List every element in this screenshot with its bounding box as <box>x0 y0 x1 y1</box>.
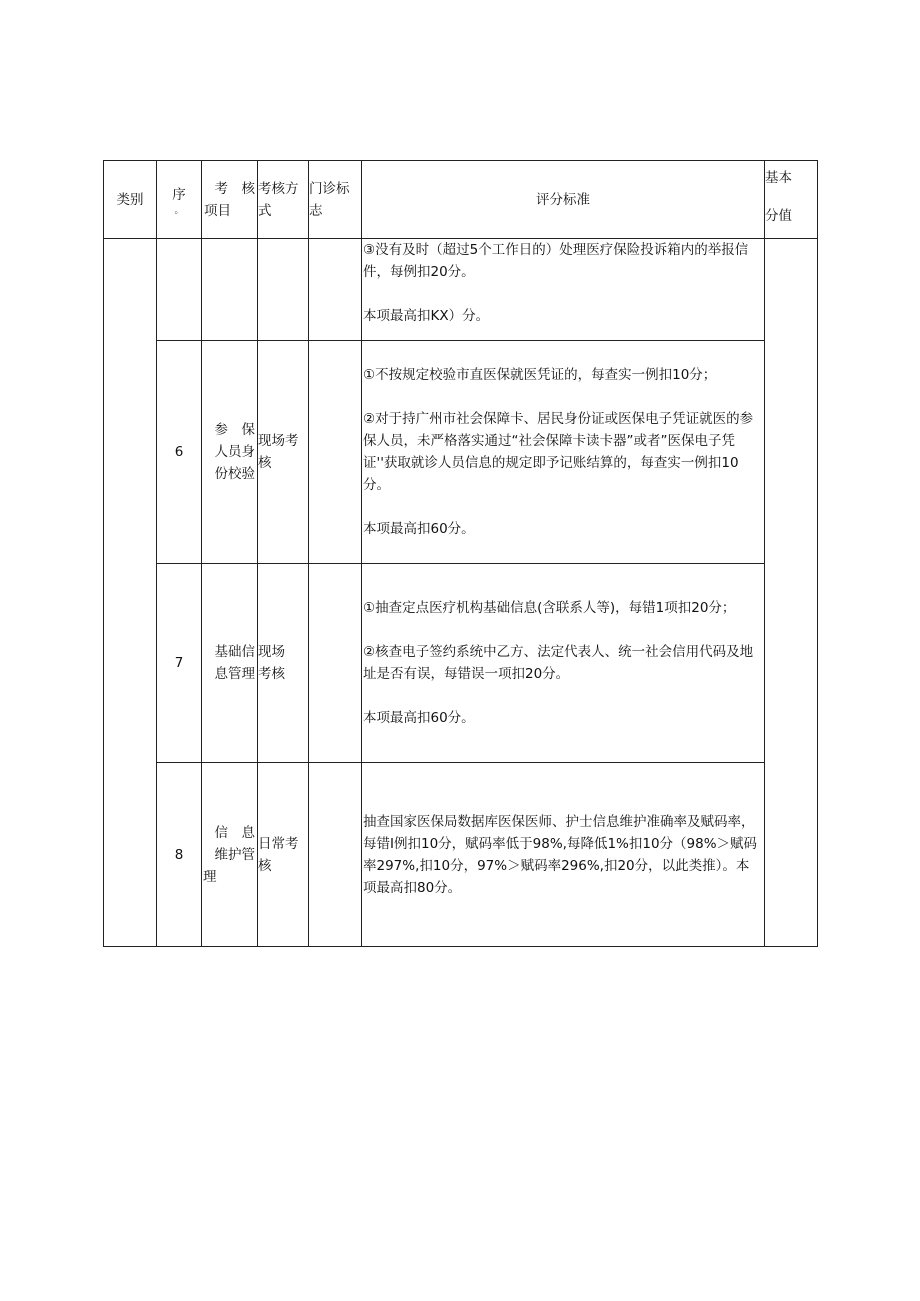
method-cell <box>258 239 309 341</box>
item-cell <box>202 763 258 947</box>
method-line1: 日常考 <box>258 835 299 852</box>
seq-cell: 7 <box>157 564 202 763</box>
criteria-cell <box>362 763 765 947</box>
table-row-6 <box>104 341 818 564</box>
method-line2: 核 <box>258 857 272 874</box>
table-row-continuation <box>104 239 818 341</box>
criteria-line: 本项最高扣60分。 <box>363 521 475 537</box>
item-line3: 份校验 <box>214 466 255 482</box>
header-score-line1: 基本 <box>765 170 792 186</box>
table-row-8 <box>104 763 818 947</box>
criteria-line: ②核查电子签约系统中乙方、法定代表人、统一社会信用代码及地址是否有误，每错误一项扣20分。 <box>363 644 754 682</box>
header-clinic-line1: 门诊标 <box>309 180 350 197</box>
clinic-cell <box>309 239 362 341</box>
criteria-line: ①不按规定校验市直医保就医凭证的，每查实一例扣10分； <box>363 367 717 383</box>
method-cell <box>258 341 309 564</box>
item-line1: 基础信 <box>214 644 255 660</box>
header-clinic-line2: 志 <box>309 202 323 219</box>
item-cell <box>202 564 258 763</box>
method-cell <box>258 564 309 763</box>
seq-cell: 8 <box>157 763 202 947</box>
header-item-line2: 项目 <box>204 202 231 219</box>
header-method <box>258 161 309 239</box>
seq-cell <box>157 239 202 341</box>
item-line2: 息管理 <box>214 666 255 682</box>
clinic-cell <box>309 763 362 947</box>
scoring-table <box>103 160 818 947</box>
header-clinic <box>309 161 362 239</box>
seq-cell: 6 <box>157 341 202 564</box>
category-cell <box>104 239 157 947</box>
header-row <box>104 161 818 239</box>
header-seq <box>157 161 202 239</box>
criteria-line: 本项最高扣KX）分。 <box>363 308 490 324</box>
header-item <box>202 161 258 239</box>
criteria-line: 本项最高扣60分。 <box>363 710 475 726</box>
header-category: 类别 <box>104 161 157 239</box>
table-row-7 <box>104 564 818 763</box>
item-line3: 理 <box>203 868 217 885</box>
header-method-line1: 考核方 <box>258 180 299 197</box>
item-line1: 参 保 <box>214 422 255 438</box>
header-seq-mark: 。 <box>174 205 184 216</box>
method-line2: 考核 <box>258 666 285 682</box>
criteria-cell <box>362 239 765 341</box>
criteria-cell <box>362 564 765 763</box>
method-line1: 现场 <box>258 644 285 660</box>
item-line2: 人员身 <box>214 444 255 460</box>
score-cell <box>765 239 818 947</box>
item-cell <box>202 239 258 341</box>
method-line2: 核 <box>258 455 272 471</box>
header-seq-text: 序 <box>172 186 186 203</box>
item-cell <box>202 341 258 564</box>
method-line1: 现场考 <box>258 433 299 449</box>
clinic-cell <box>309 341 362 564</box>
method-cell <box>258 763 309 947</box>
criteria-line: ③没有及时（超过5个工作日的）处理医疗保险投诉箱内的举报信件，每例扣20分。 <box>363 242 749 280</box>
header-score <box>765 161 818 239</box>
header-criteria: 评分标准 <box>362 161 765 239</box>
item-line2: 维护管 <box>214 846 255 863</box>
criteria-line: ②对于持广州市社会保障卡、居民身份证或医保电子凭证就医的参保人员，未严格落实通过“社会保障卡读卡器”或者”医保电子凭证''获取就诊人员信息的规定即予记账结算的，每查实一例扣10分。 <box>363 411 754 493</box>
criteria-cell <box>362 341 765 564</box>
header-score-line2: 分值 <box>765 208 792 224</box>
header-method-line2: 式 <box>258 202 272 219</box>
criteria-line: ①抽查定点医疗机构基础信息(含联系人等)，每错1项扣20分； <box>363 600 736 616</box>
criteria-line: 抽查国家医保局数据库医保医师、护士信息维护准确率及赋码率，每错I例扣10分，赋码率低于98%,每降低1%扣10分（98%＞赋码率297%,扣10分，97%＞赋码率296%,扣20分，以此类推）。本项最高扣80分。 <box>363 813 758 896</box>
clinic-cell <box>309 564 362 763</box>
item-line1: 信 息 <box>214 824 255 841</box>
header-item-line1: 考 核 <box>214 180 255 197</box>
